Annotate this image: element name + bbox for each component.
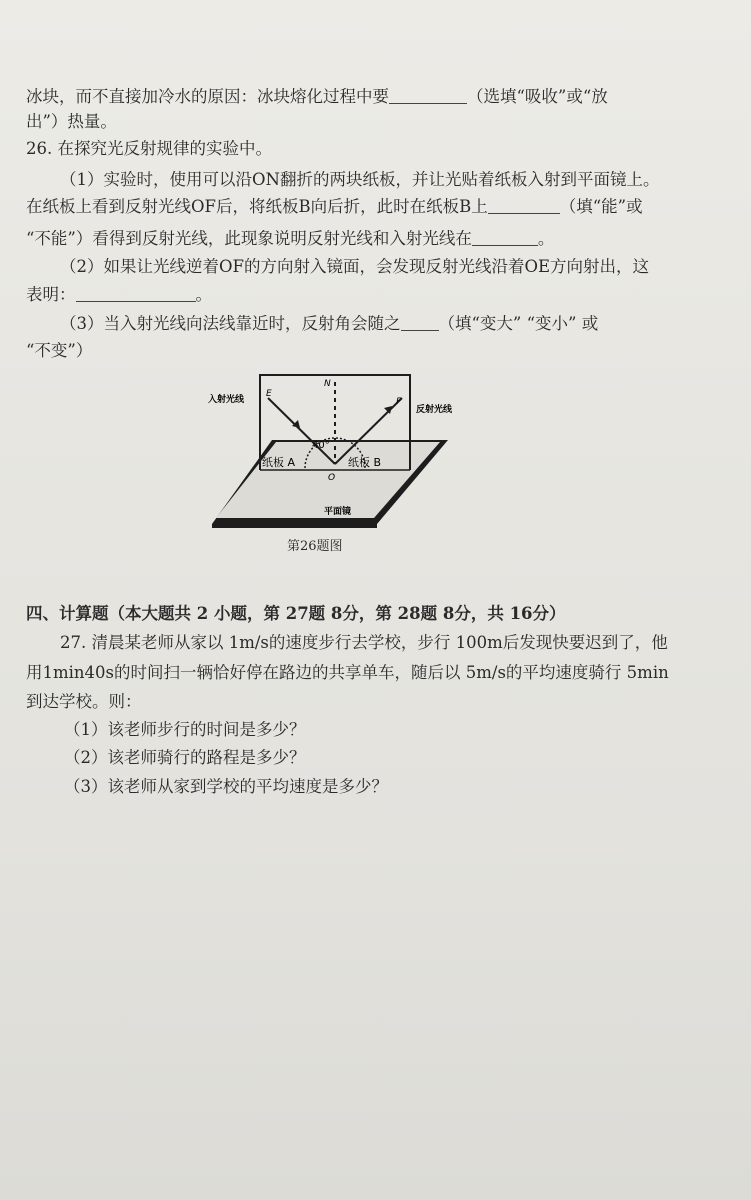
label-e: E (266, 389, 272, 399)
q26-p2-line-2: 表明： 。 (26, 285, 212, 304)
figure-caption: 第26题图 (287, 539, 343, 554)
section-4-heading: 四、计算题（本大题共 2 小题，第 27题 8分，第 28题 8分，共 16分） (26, 604, 566, 623)
answer-blank[interactable] (389, 87, 467, 104)
q27-sub-2: （2）该老师骑行的路程是多少？ (64, 748, 306, 767)
q26-p1-line-2: 在纸板上看到反射光线OF后，将纸板B向后折，此时在纸板B上 （填“能”或 (26, 197, 643, 216)
q27-sub-1: （1）该老师步行的时间是多少？ (64, 720, 306, 739)
q27-sub-3: （3）该老师从家到学校的平均速度是多少？ (64, 777, 388, 796)
label-board-a: 纸板 A (262, 456, 296, 469)
q27-line-2: 用1min40s的时间扫一辆恰好停在路边的共享单车，随后以 5m/s的平均速度骑行 5min (26, 663, 669, 682)
label-o: O (328, 473, 336, 483)
q26-p1-line-1: （1）实验时，使用可以沿ON翻折的两块纸板，并让光贴着纸板入射到平面镜上。 (60, 170, 660, 189)
q25-line-2: 出”）热量。 (26, 112, 117, 131)
q25-line-1: 冰块，而不直接加冷水的原因：冰块熔化过程中要 （选填“吸收”或“放 (26, 87, 608, 106)
label-board-b: 纸板 B (348, 456, 382, 469)
answer-blank[interactable] (488, 197, 560, 214)
label-incident: 入射光线 (208, 395, 245, 405)
label-reflected: 反射光线 (416, 405, 453, 415)
q27-line-3: 到达学校。则： (26, 692, 142, 711)
q26-title: 26. 在探究光反射规律的实验中。 (26, 139, 272, 158)
q26-p3-line-2: “不变”） (26, 341, 93, 360)
answer-blank[interactable] (76, 285, 196, 302)
mirror-front-edge (212, 524, 377, 528)
label-n: N (324, 379, 331, 389)
answer-blank[interactable] (401, 314, 439, 331)
label-mirror: 平面镜 (324, 507, 352, 517)
q27-line-1: 27. 清晨某老师从家以 1m/s的速度步行去学校，步行 100m后发现快要迟到了，他 (60, 633, 668, 652)
q26-p1-line-3: “不能”）看得到反射光线，此现象说明反射光线和入射光线在 。 (26, 229, 555, 248)
label-angle: 40° (312, 440, 330, 451)
answer-blank[interactable] (472, 229, 538, 246)
label-f: F (396, 397, 402, 407)
q26-p3-line-1: （3）当入射光线向法线靠近时，反射角会随之 （填“变大” “变小” 或 (60, 314, 599, 333)
q26-p2-line-1: （2）如果让光线逆着OF的方向射入镜面，会发现反射光线沿着OE方向射出，这 (60, 257, 650, 276)
